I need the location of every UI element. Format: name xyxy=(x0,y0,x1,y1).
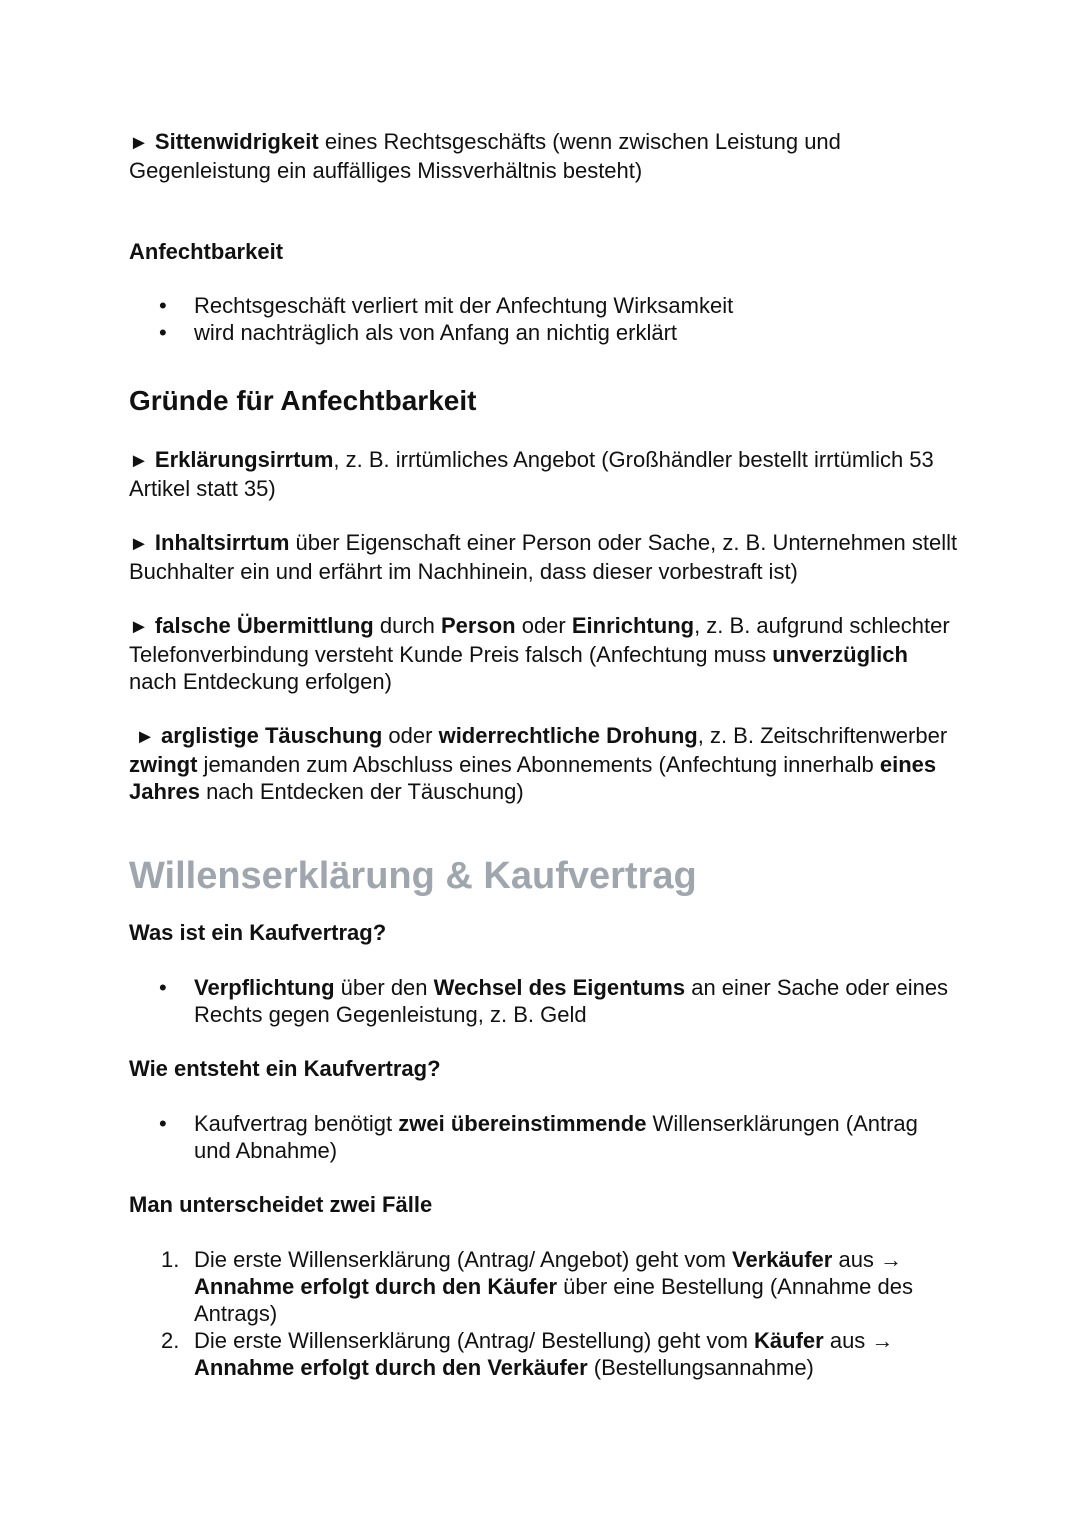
kaufvertrag-question-1: Was ist ein Kaufvertrag? xyxy=(129,920,387,945)
list-item: 2. Die erste Willenserklärung (Antrag/ Bestellung) geht vom Käufer aus → Annahme erfolgt durch den Verkäufer (Bestellungsannahme) xyxy=(161,1328,894,1380)
triangle-bullet-icon: ► xyxy=(129,533,149,555)
anfechtbarkeit-heading: Anfechtbarkeit xyxy=(129,239,284,264)
bullet-icon: • xyxy=(159,975,167,1000)
triangle-bullet-icon: ► xyxy=(135,726,155,748)
bullet-icon: • xyxy=(159,320,167,345)
erklaerungsirrtum-paragraph: ► Erklärungsirrtum, z. B. irrtümliches Angebot (Großhändler bestellt irrtümlich 53 Artikel statt 35) xyxy=(129,447,934,501)
triangle-bullet-icon: ► xyxy=(129,450,149,472)
document-page xyxy=(129,128,959,1381)
bullet-icon: • xyxy=(159,293,167,318)
taeuschung-paragraph: ► arglistige Täuschung oder widerrechtliche Drohung, z. B. Zeitschriftenwerber zwingt jemanden zum Abschluss eines Abonnements (Anfechtung innerhalb eines Jahres nach Entdecken der Täuschung) xyxy=(129,723,948,804)
list-item: 1. Die erste Willenserklärung (Antrag/ Angebot) geht vom Verkäufer aus → Annahme erfolgt durch den Käufer über eine Bestellung (Annahme des Antrags) xyxy=(161,1247,913,1326)
list-item: • Verpflichtung über den Wechsel des Eigentums an einer Sache oder eines Rechts gegen Gegenleistung, z. B. Geld xyxy=(159,975,949,1027)
faelle-list xyxy=(129,1246,959,1381)
list-item: • wird nachträglich als von Anfang an nichtig erklärt xyxy=(159,320,678,345)
sittenwidrigkeit-paragraph: ► Sittenwidrigkeit eines Rechtsgeschäfts (wenn zwischen Leistung und Gegenleistung ein auffälliges Missverhältnis besteht) xyxy=(129,129,841,183)
kaufvertrag-entstehung-list xyxy=(129,1110,959,1164)
list-item: • Rechtsgeschäft verliert mit der Anfechtung Wirksamkeit xyxy=(159,293,734,318)
inhaltsirrtum-paragraph: ► Inhaltsirrtum über Eigenschaft einer Person oder Sache, z. B. Unternehmen stellt Buchhalter ein und erfährt im Nachhinein, dass dieser vorbestraft ist) xyxy=(129,530,958,584)
kaufvertrag-title: Willenserklärung & Kaufvertrag xyxy=(129,855,697,897)
triangle-bullet-icon: ► xyxy=(129,132,149,154)
bullet-icon: • xyxy=(159,1111,167,1136)
uebermittlung-paragraph: ► falsche Übermittlung durch Person oder Einrichtung, z. B. aufgrund schlechter Telefonverbindung versteht Kunde Preis falsch (Anfechtung muss unverzüglich nach Entdeckung erfolgen) xyxy=(129,613,950,694)
triangle-bullet-icon: ► xyxy=(129,616,149,638)
kaufvertrag-definition-list xyxy=(129,974,959,1028)
anfechtbarkeit-list xyxy=(129,292,959,346)
faelle-heading: Man unterscheidet zwei Fälle xyxy=(129,1192,433,1217)
gruende-heading: Gründe für Anfechtbarkeit xyxy=(129,385,477,416)
kaufvertrag-question-2: Wie entsteht ein Kaufvertrag? xyxy=(129,1056,441,1081)
list-item: • Kaufvertrag benötigt zwei übereinstimmende Willenserklärungen (Antrag und Abnahme) xyxy=(159,1111,918,1163)
